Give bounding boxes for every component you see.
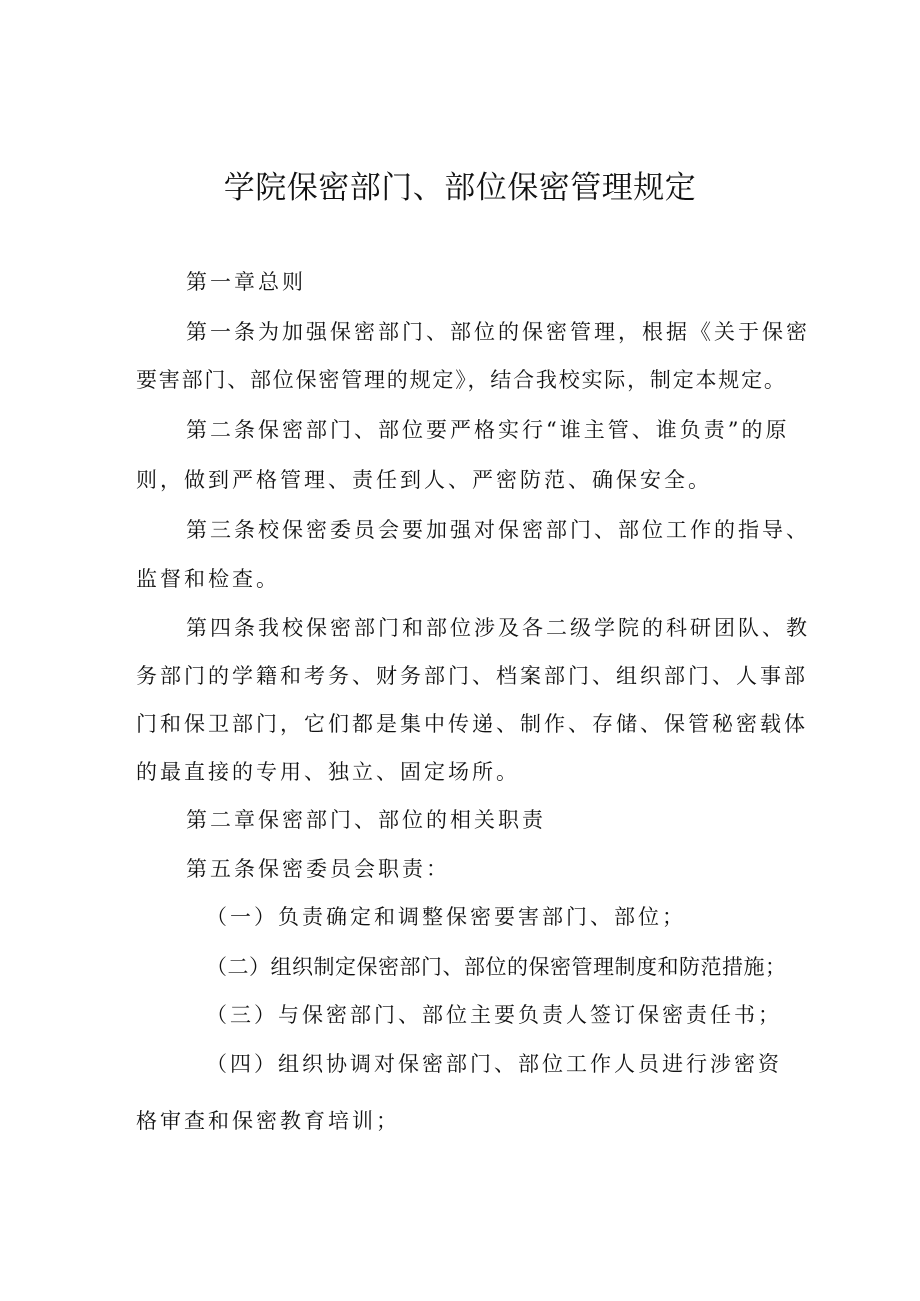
article3-line2: 监督和检查。	[136, 567, 280, 591]
article1-line2: 要害部门、部位保密管理的规定》，结合我校实际，制定本规定。	[136, 368, 787, 392]
article5-item4-line2: 格审查和保密教育培训；	[136, 1109, 400, 1133]
article5-item4-line1: （四）组织协调对保密部门、部位工作人员进行涉密资	[206, 1052, 782, 1076]
article5-item2: （二）组织制定保密部门、部位的保密管理制度和防范措施；	[206, 955, 787, 979]
article4-line3: 门和保卫部门，它们都是集中传递、制作、存储、保管秘密载体	[136, 712, 808, 736]
chapter1-heading: 第一章总则	[186, 270, 306, 294]
article5-item1: （一）负责确定和调整保密要害部门、部位；	[206, 905, 686, 929]
article3-line1: 第三条校保密委员会要加强对保密部门、部位工作的指导、	[186, 518, 810, 542]
article5-intro: 第五条保密委员会职责：	[186, 857, 450, 881]
article2-line1: 第二条保密部门、部位要严格实行“谁主管、谁负责”的原	[186, 418, 790, 442]
chapter2-heading: 第二章保密部门、部位的相关职责	[186, 808, 546, 832]
article1-line1: 第一条为加强保密部门、部位的保密管理，根据《关于保密	[186, 320, 810, 344]
article2-line2: 则，做到严格管理、责任到人、严密防范、确保安全。	[136, 468, 712, 492]
document-title: 学院保密部门、部位保密管理规定	[223, 170, 697, 206]
article4-line4: 的最直接的专用、独立、固定场所。	[136, 760, 520, 784]
article5-item3: （三）与保密部门、部位主要负责人签订保密责任书；	[206, 1003, 782, 1027]
article4-line2: 务部门的学籍和考务、财务部门、档案部门、组织部门、人事部	[136, 664, 808, 688]
article4-line1: 第四条我校保密部门和部位涉及各二级学院的科研团队、教	[186, 616, 810, 640]
